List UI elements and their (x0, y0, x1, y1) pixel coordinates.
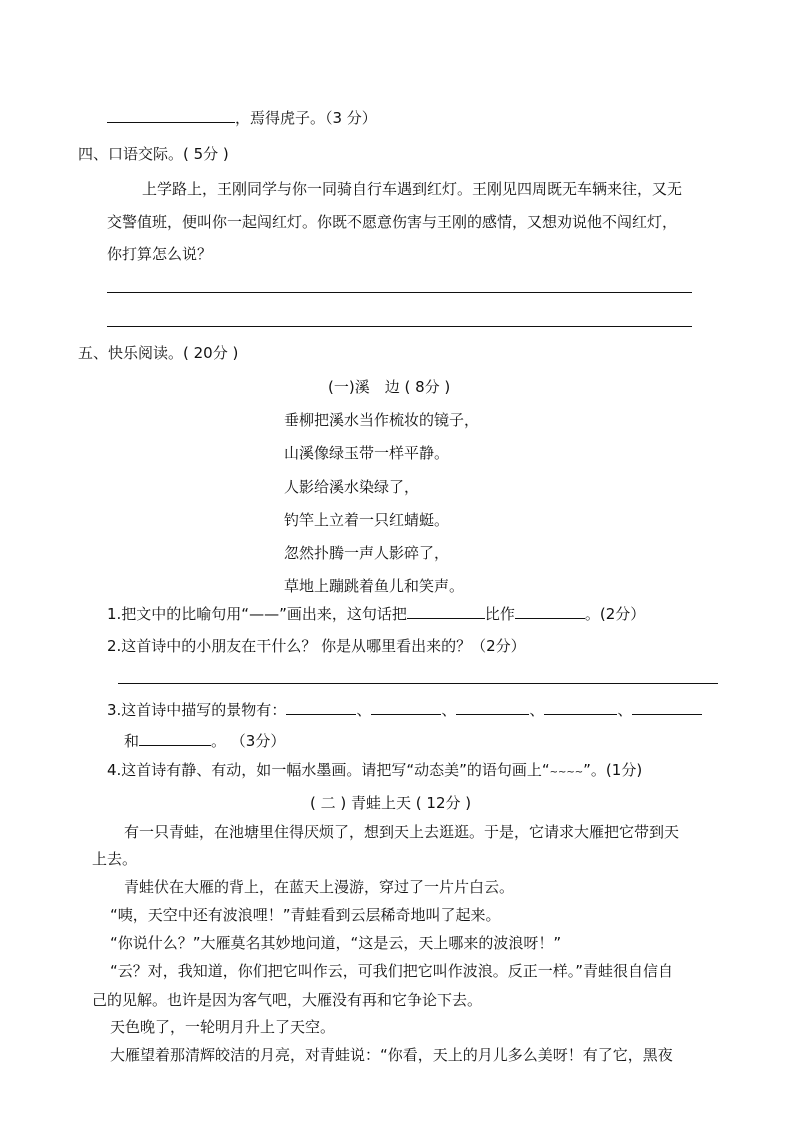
sec3-tail-text: ，焉得虎子。（3 分） (235, 109, 377, 127)
poem-line-3: 人影给溪水染绿了， (284, 478, 420, 496)
question-2: 2.这首诗中的小朋友在干什么？ 你是从哪里看出来的？（2分） (107, 637, 526, 655)
question-3-continued (124, 731, 285, 751)
poem-line-6: 草地上蹦跳着鱼儿和笑声。 (284, 577, 465, 595)
story-title: ( 二 ) 青蛙上天 ( 12分 ) (310, 794, 472, 812)
question-3-text: 3.这首诗中描写的景物有： (107, 701, 287, 719)
poem-title: (一)溪 边 ( 8分 ) (328, 378, 451, 396)
sec4-heading: 四、口语交际。( 5分 ) (78, 145, 229, 163)
answer-blank[interactable] (407, 604, 485, 619)
poem-line-1: 垂柳把溪水当作梳妆的镜子， (284, 411, 480, 429)
question-3 (107, 700, 702, 720)
question-3-separator: 、 (441, 701, 457, 719)
sec4-answer-rule-1[interactable] (107, 292, 692, 293)
question-3-separator: 、 (617, 701, 633, 719)
answer-blank[interactable] (544, 700, 617, 715)
story-line-6: “云？对，我知道，你们把它叫作云，可我们把它叫作波浪。反正一样。”青蛙很自信自 (110, 962, 674, 980)
question-2-answer-rule[interactable] (118, 683, 718, 684)
answer-blank[interactable] (107, 108, 235, 123)
answer-blank[interactable] (632, 700, 702, 715)
sec4-paragraph-line-2: 交警值班，便叫你一起闯红灯。你既不愿意伤害与王刚的感情，又想劝说他不闯红灯， (107, 213, 678, 231)
question-3-separator: 、 (529, 701, 545, 719)
poem-line-4: 钓竿上立着一只红蜻蜓。 (284, 511, 450, 529)
story-line-5: “你说什么？”大雁莫名其妙地问道，“这是云，天上哪来的波浪呀！” (110, 934, 562, 952)
poem-line-2: 山溪像绿玉带一样平静。 (284, 444, 450, 462)
answer-blank[interactable] (286, 700, 356, 715)
story-line-7: 己的见解。也许是因为客气吧，大雁没有再和它争论下去。 (92, 991, 483, 1009)
question-4 (107, 760, 642, 783)
story-line-2: 上去。 (92, 850, 138, 868)
answer-blank[interactable] (515, 604, 585, 619)
sec3-answer-line (107, 108, 377, 128)
question-4-text: 4.这首诗有静、有动，如一幅水墨画。请把写“动态美”的语句画上“ (107, 761, 550, 779)
story-line-3: 青蛙伏在大雁的背上，在蓝天上漫游，穿过了一片片白云。 (124, 878, 515, 896)
sec4-answer-rule-2[interactable] (107, 326, 692, 327)
question-4-end: ”。(1分) (583, 761, 643, 779)
question-3-separator: 、 (356, 701, 372, 719)
question-1 (107, 604, 645, 624)
question-1-end: 。(2分） (584, 605, 646, 623)
question-3-and: 和 (124, 732, 140, 750)
question-3-end: 。 （3分） (211, 732, 286, 750)
story-line-9: 大雁望着那清辉皎洁的月亮，对青蛙说：“你看，天上的月儿多么美呀！有了它，黑夜 (110, 1046, 673, 1064)
sec5-heading: 五、快乐阅读。( 20分 ) (78, 344, 239, 362)
sec4-paragraph-line-3: 你打算怎么说？ (107, 245, 213, 263)
question-1-mid: 比作 (484, 605, 515, 623)
answer-blank[interactable] (139, 731, 211, 746)
story-line-8: 天色晚了，一轮明月升上了天空。 (110, 1018, 336, 1036)
answer-blank[interactable] (371, 700, 441, 715)
answer-blank[interactable] (456, 700, 529, 715)
sec4-paragraph-line-1: 上学路上，王刚同学与你一同骑自行车遇到红灯。王刚见四周既无车辆来往，又无 (142, 180, 683, 198)
wavy-line-mark: ~~~~ (549, 767, 584, 778)
poem-line-5: 忽然扑腾一声人影碎了， (284, 544, 450, 562)
story-line-1: 有一只青蛙，在池塘里住得厌烦了，想到天上去逛逛。于是，它请求大雁把它带到天 (124, 823, 680, 841)
story-line-4: “咦，天空中还有波浪哩！”青蛙看到云层稀奇地叫了起来。 (110, 906, 501, 924)
question-1-text: 1.把文中的比喻句用“——”画出来，这句话把 (107, 605, 407, 623)
